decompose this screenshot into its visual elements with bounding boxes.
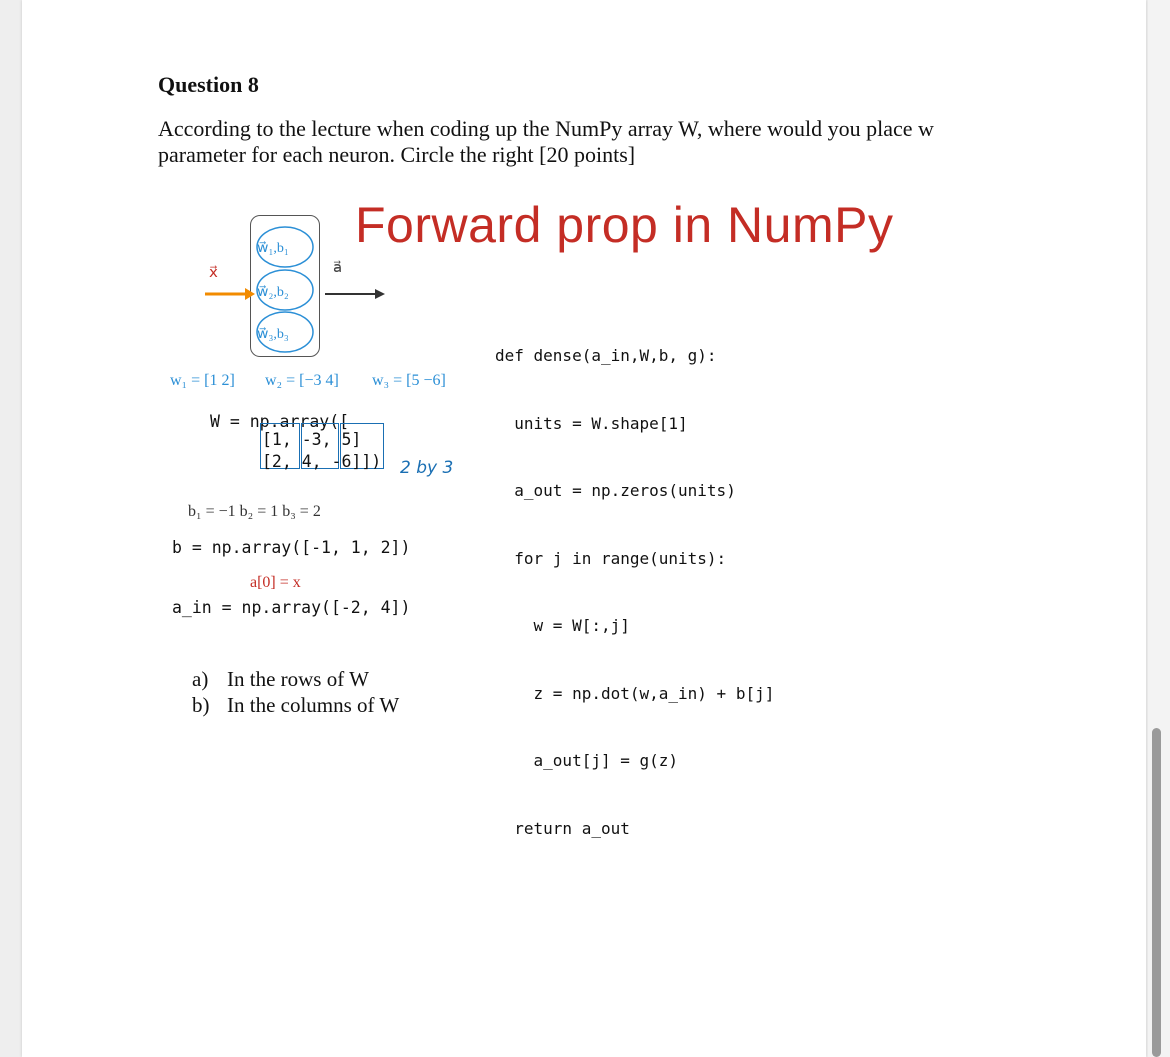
input-arrow-icon bbox=[205, 288, 255, 300]
b-values: b₁ = −1 b₂ = 1 b₃ = 2 bbox=[188, 503, 321, 520]
code-line: w = W[:,j] bbox=[495, 616, 630, 635]
output-arrow-icon bbox=[325, 289, 385, 299]
x-vector-icon: x⃗ bbox=[209, 265, 218, 281]
question-title: Question 8 bbox=[158, 72, 259, 97]
svg-text:w⃗₂,b₂: w⃗₂,b₂ bbox=[257, 285, 289, 300]
slide-title: Forward prop in NumPy bbox=[355, 197, 894, 253]
b-array-code: b = np.array([-1, 1, 2]) bbox=[172, 538, 411, 557]
code-line: units = W.shape[1] bbox=[495, 413, 688, 433]
code-line: return a_out bbox=[495, 818, 630, 838]
w-array-code: W = np.array([ bbox=[210, 412, 350, 431]
w-row-2: [2, 4, -6]]) bbox=[262, 452, 382, 471]
w-row-1: [1, -3, 5] bbox=[262, 430, 362, 449]
svg-text:w⃗₁,b₁: w⃗₁,b₁ bbox=[257, 241, 289, 256]
a-in-code: a_in = np.array([-2, 4]) bbox=[172, 598, 411, 617]
code-line: a_out = np.zeros(units) bbox=[495, 481, 736, 500]
option-letter: a) bbox=[192, 667, 209, 691]
code-line: def dense(a_in,W,b, g): bbox=[495, 346, 717, 365]
handwritten-note: 2 by 3 bbox=[400, 458, 454, 478]
w3-vector: w₃ = [5 −6] bbox=[372, 372, 446, 389]
code-line: z = np.dot(w,a_in) + b[j] bbox=[495, 683, 775, 703]
code-line: a_out[j] = g(z) bbox=[495, 751, 679, 770]
option-text: In the rows of W bbox=[227, 667, 369, 691]
svg-text:w⃗₃,b₃: w⃗₃,b₃ bbox=[257, 327, 289, 342]
option-letter: b) bbox=[192, 693, 210, 717]
layer-diagram bbox=[195, 212, 395, 362]
scrollbar-thumb[interactable] bbox=[1152, 728, 1161, 1057]
question-text: According to the lecture when coding up the NumPy array W, where would you place w parameter for each neuron. Circle the right [20 points] bbox=[158, 116, 934, 167]
a0-equation: a[0] = x bbox=[250, 574, 301, 591]
option-a[interactable] bbox=[192, 667, 369, 692]
dense-function-code bbox=[495, 300, 774, 885]
option-b[interactable] bbox=[192, 693, 399, 718]
w2-vector: w₂ = [−3 4] bbox=[265, 372, 339, 389]
code-line: for j in range(units): bbox=[495, 548, 727, 568]
option-text: In the columns of W bbox=[227, 693, 400, 717]
w1-vector: w₁ = [1 2] bbox=[170, 372, 235, 389]
svg-text:a⃗: a⃗ bbox=[333, 260, 343, 276]
